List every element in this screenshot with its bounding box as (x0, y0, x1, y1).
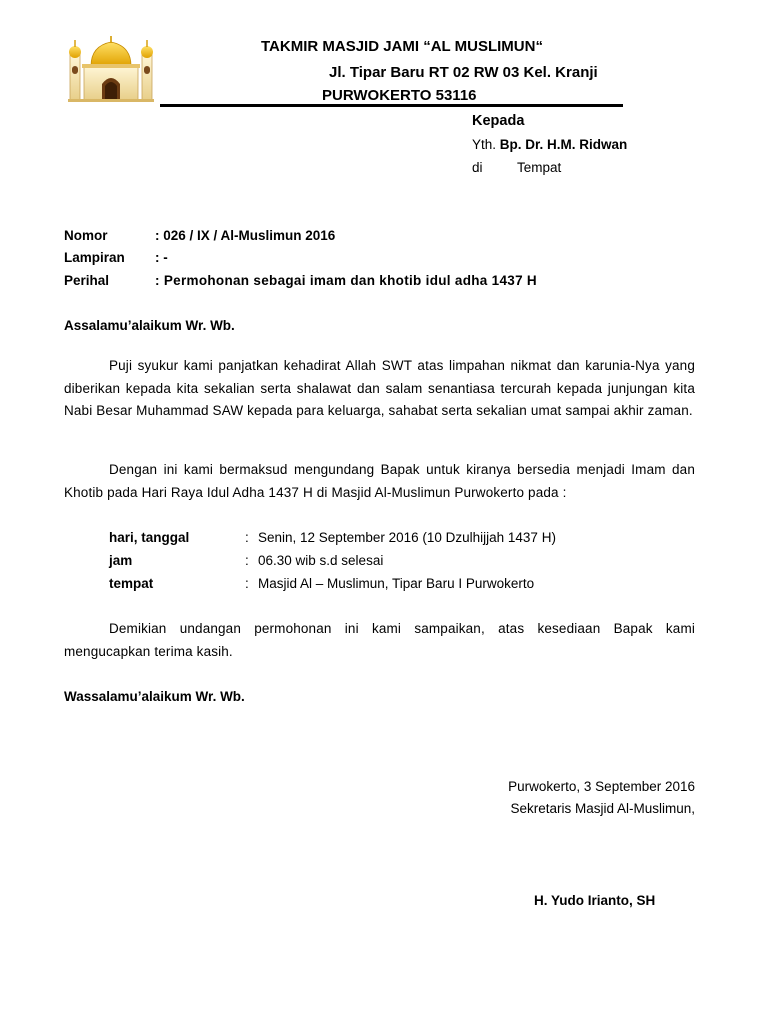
detail-value-date: Senin, 12 September 2016 (10 Dzulhijjah 1437 H) (258, 530, 556, 545)
recipient-yth: Yth. (472, 137, 497, 152)
header-divider (160, 104, 623, 107)
signature-role: Sekretaris Masjid Al-Muslimun, (510, 801, 695, 816)
signature-name: H. Yudo Irianto, SH (534, 893, 656, 908)
paragraph-2 (64, 459, 695, 504)
org-city: PURWOKERTO 53116 (322, 87, 477, 104)
paragraph-2-text: Dengan ini kami bermaksud mengundang Bapak untuk kiranya bersedia menjadi Imam dan Khotib pada Hari Raya Idul Adha 1437 H di Masjid Al-Muslimun Purwokerto pada : (64, 462, 695, 500)
detail-value-place: Masjid Al – Muslimun, Tipar Baru I Purwokerto (258, 576, 535, 591)
org-name: TAKMIR MASJID JAMI “AL MUSLIMUN“ (261, 38, 543, 55)
detail-key-date: hari, tanggal (109, 530, 190, 545)
paragraph-1 (64, 355, 695, 423)
detail-value-time: 06.30 wib s.d selesai (258, 553, 384, 568)
detail-key-time: jam (109, 553, 133, 568)
perihal-label: Perihal (64, 273, 110, 288)
signature-place-date: Purwokerto, 3 September 2016 (508, 779, 695, 794)
paragraph-3 (64, 618, 695, 663)
lampiran-value: : - (155, 250, 168, 265)
greeting: Assalamu’alaikum Wr. Wb. (64, 318, 235, 333)
recipient-line (472, 137, 627, 152)
paragraph-1-text: Puji syukur kami panjatkan kehadirat Allah SWT atas limpahan nikmat dan karunia-Nya yang diberikan kepada kita sekalian serta shalawat dan salam senantiasa tercurah kepada junjungan kita Nabi Besar Muhammad SAW kepada para keluarga, sahabat serta sekalian umat sampai akhir zaman. (64, 358, 695, 418)
detail-colon-time: : (245, 553, 249, 568)
lampiran-label: Lampiran (64, 250, 125, 265)
perihal-value: : Permohonan sebagai imam dan khotib idul adha 1437 H (155, 273, 537, 288)
closing-greeting: Wassalamu’alaikum Wr. Wb. (64, 689, 245, 704)
nomor-label: Nomor (64, 228, 108, 243)
detail-key-place: tempat (109, 576, 154, 591)
recipient-label: Kepada (472, 113, 525, 129)
mosque-logo-icon (64, 36, 158, 106)
recipient-name: Bp. Dr. H.M. Ridwan (499, 137, 628, 152)
detail-colon-place: : (245, 576, 249, 591)
recipient-place: Tempat (517, 160, 562, 175)
detail-colon-date: : (245, 530, 249, 545)
org-address: Jl. Tipar Baru RT 02 RW 03 Kel. Kranji (329, 64, 598, 81)
paragraph-3-text: Demikian undangan permohonan ini kami sampaikan, atas kesediaan Bapak kami mengucapkan terima kasih. (64, 621, 695, 659)
nomor-value: : 026 / IX / Al-Muslimun 2016 (155, 228, 336, 243)
recipient-di: di (472, 160, 483, 175)
